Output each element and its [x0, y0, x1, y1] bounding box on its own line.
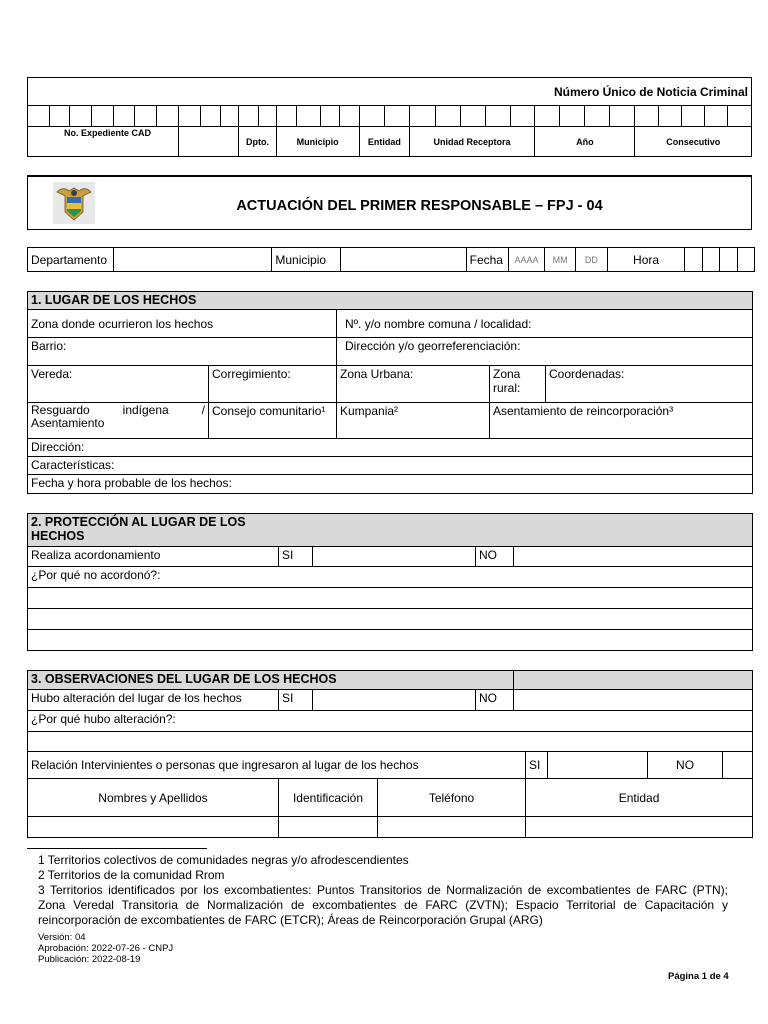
relacion-no-input[interactable]: [723, 752, 753, 779]
comuna-field[interactable]: Nº. y/o nombre comuna / localidad:: [337, 310, 753, 338]
caracteristicas-field[interactable]: Características:: [28, 457, 753, 475]
form-title: ACTUACIÓN DEL PRIMER RESPONSABLE – FPJ - 04: [236, 198, 603, 214]
acordonamiento-no-label: NO: [476, 547, 514, 567]
identificacion-input[interactable]: [279, 817, 378, 838]
footnote-2: 2 Territorios de la comunidad Rrom: [38, 868, 225, 882]
direccion-geo-field[interactable]: Dirección y/o georreferenciación:: [337, 338, 753, 366]
digit-cell[interactable]: [658, 106, 681, 127]
footnote-separator: [27, 848, 207, 849]
departamento-input[interactable]: [113, 248, 271, 272]
corregimiento-field[interactable]: Corregimiento:: [209, 366, 337, 403]
document-meta: [38, 932, 173, 965]
digit-cell[interactable]: [486, 106, 511, 127]
col-identificacion: Identificación: [279, 779, 378, 817]
digit-cell[interactable]: [239, 106, 258, 127]
label-alteracion: Hubo alteración del lugar de los hechos: [28, 690, 279, 711]
section3-title-filler: [514, 671, 753, 690]
relacion-si-input[interactable]: [548, 752, 648, 779]
label-acordonamiento: Realiza acordonamiento: [28, 547, 279, 567]
blank-line[interactable]: [28, 630, 753, 651]
entidad-input[interactable]: [526, 817, 753, 838]
digit-cell[interactable]: [28, 106, 50, 127]
porque-no-acordono-field[interactable]: ¿Por qué no acordonó?:: [28, 567, 753, 588]
col-nombres-apellidos: Nombres y Apellidos: [28, 779, 279, 817]
asentamiento-reincorporacion-field[interactable]: Asentamiento de reincorporación³: [490, 403, 753, 439]
label-municipio-loc: Municipio: [272, 248, 341, 272]
version-text: Versión: 04: [38, 932, 86, 943]
acordonamiento-si-input[interactable]: [313, 547, 476, 567]
section2-table: [27, 513, 753, 651]
label-dpto: Dpto.: [239, 127, 276, 157]
digit-cell[interactable]: [511, 106, 535, 127]
telefono-input[interactable]: [378, 817, 526, 838]
digit-cell[interactable]: [704, 106, 727, 127]
municipio-input[interactable]: [340, 248, 466, 272]
section1-table: [27, 291, 753, 494]
hora-cell[interactable]: [737, 248, 754, 272]
blank-line[interactable]: [28, 588, 753, 609]
alteracion-si-input[interactable]: [313, 690, 476, 711]
label-consecutivo: Consecutivo: [635, 127, 752, 157]
coordenadas-field[interactable]: Coordenadas:: [546, 366, 753, 403]
digit-cell[interactable]: [727, 106, 751, 127]
digit-cell[interactable]: [114, 106, 135, 127]
digit-cell[interactable]: [560, 106, 585, 127]
digit-cell[interactable]: [610, 106, 635, 127]
digit-cell[interactable]: [70, 106, 92, 127]
digit-cell[interactable]: [135, 106, 157, 127]
digit-cell[interactable]: [201, 106, 221, 127]
label-relacion-intervinientes: Relación Intervinientes o personas que ingresaron al lugar de los hechos: [28, 752, 526, 779]
fecha-dd-input[interactable]: DD: [576, 248, 608, 272]
digit-cell[interactable]: [157, 106, 179, 127]
acordonamiento-no-input[interactable]: [514, 547, 753, 567]
col-entidad: Entidad: [526, 779, 753, 817]
digit-cell[interactable]: [50, 106, 70, 127]
digit-cell[interactable]: [681, 106, 704, 127]
direccion-field[interactable]: Dirección:: [28, 439, 753, 457]
aprobacion-text: Aprobación: 2022-07-26 - CNPJ: [38, 943, 174, 954]
digit-cell[interactable]: [585, 106, 610, 127]
alteracion-si-label: SI: [279, 690, 313, 711]
form-title-box: [27, 175, 752, 230]
zona-ocurrencia-field[interactable]: Zona donde ocurrieron los hechos: [28, 310, 337, 338]
label-hora: Hora: [607, 248, 685, 272]
relacion-no-label: NO: [648, 752, 723, 779]
section2-title: 2. PROTECCIÓN AL LUGAR DE LOS HECHOS: [31, 515, 246, 543]
zona-urbana-field[interactable]: Zona Urbana:: [337, 366, 490, 403]
digit-cell[interactable]: [384, 106, 409, 127]
digit-cell[interactable]: [296, 106, 320, 127]
digit-cell[interactable]: [635, 106, 658, 127]
label-unidad: Unidad Receptora: [409, 127, 534, 157]
digit-cell[interactable]: [435, 106, 460, 127]
hora-cell[interactable]: [702, 248, 719, 272]
relacion-si-label: SI: [526, 752, 548, 779]
label-expediente: No. Expediente CAD: [28, 127, 179, 157]
label-entidad: Entidad: [359, 127, 409, 157]
kumpania-field[interactable]: Kumpania²: [337, 403, 490, 439]
digit-cell[interactable]: [221, 106, 239, 127]
page-number: Página 1 de 4: [668, 971, 729, 982]
location-row-table: [27, 247, 755, 272]
consejo-comunitario-field[interactable]: Consejo comunitario¹: [209, 403, 337, 439]
blank-line[interactable]: [28, 732, 753, 752]
vereda-field[interactable]: Vereda:: [28, 366, 209, 403]
label-fecha: Fecha: [466, 248, 508, 272]
digit-cell[interactable]: [258, 106, 276, 127]
nombres-input[interactable]: [28, 817, 279, 838]
publicacion-text: Publicación: 2022-08-19: [38, 954, 141, 965]
col-telefono: Teléfono: [378, 779, 526, 817]
barrio-field[interactable]: Barrio:: [28, 338, 337, 366]
section1-title: 1. LUGAR DE LOS HECHOS: [28, 292, 753, 310]
digit-cell[interactable]: [461, 106, 486, 127]
zona-rural-field[interactable]: Zona rural:: [490, 366, 546, 403]
footnote-3: 3 Territorios identificados por los excombatientes: Puntos Transitorios de Normalización de excombatientes de FARC (PTN); Zona Veredal Transitoria de Normalización de excombatientes de FARC (ZVTN); Espacio Territorial de Capacitación y reincorporación de excombatientes de FARC (ETCR); Áreas de Reincorporación Grupal (ARG): [38, 883, 728, 927]
label-departamento: Departamento: [28, 248, 114, 272]
fecha-aaaa-input[interactable]: AAAA: [508, 248, 545, 272]
digit-cell[interactable]: [535, 106, 560, 127]
noticia-criminal-table: [27, 77, 752, 157]
alteracion-no-label: NO: [476, 690, 514, 711]
acordonamiento-si-label: SI: [279, 547, 313, 567]
section3-table: [27, 670, 753, 838]
digit-cell[interactable]: [359, 106, 384, 127]
digit-cell[interactable]: [179, 106, 201, 127]
resguardo-field[interactable]: Resguardo indígena / Asentamiento: [28, 403, 209, 439]
section3-title: 3. OBSERVACIONES DEL LUGAR DE LOS HECHOS: [28, 671, 514, 690]
blank-line[interactable]: [28, 609, 753, 630]
fecha-mm-input[interactable]: MM: [545, 248, 576, 272]
section2-title-cell: [28, 514, 753, 547]
alteracion-no-input[interactable]: [514, 690, 753, 711]
digit-cell[interactable]: [339, 106, 359, 127]
label-municipio: Municipio: [276, 127, 359, 157]
label-anio: Año: [535, 127, 635, 157]
footnote-1: 1 Territorios colectivos de comunidades negras y/o afrodescendientes: [38, 853, 409, 867]
digit-cell[interactable]: [320, 106, 339, 127]
fecha-hora-probable-field[interactable]: Fecha y hora probable de los hechos:: [28, 475, 753, 494]
digit-cell[interactable]: [409, 106, 435, 127]
digit-cell[interactable]: [92, 106, 114, 127]
footnotes: [38, 853, 728, 928]
digit-cell[interactable]: [276, 106, 296, 127]
hora-cell[interactable]: [720, 248, 737, 272]
blank-cell: [179, 127, 239, 157]
porque-alteracion-field[interactable]: ¿Por qué hubo alteración?:: [28, 711, 753, 732]
hora-cell[interactable]: [685, 248, 702, 272]
noticia-criminal-title: Número Único de Noticia Criminal: [28, 78, 752, 106]
